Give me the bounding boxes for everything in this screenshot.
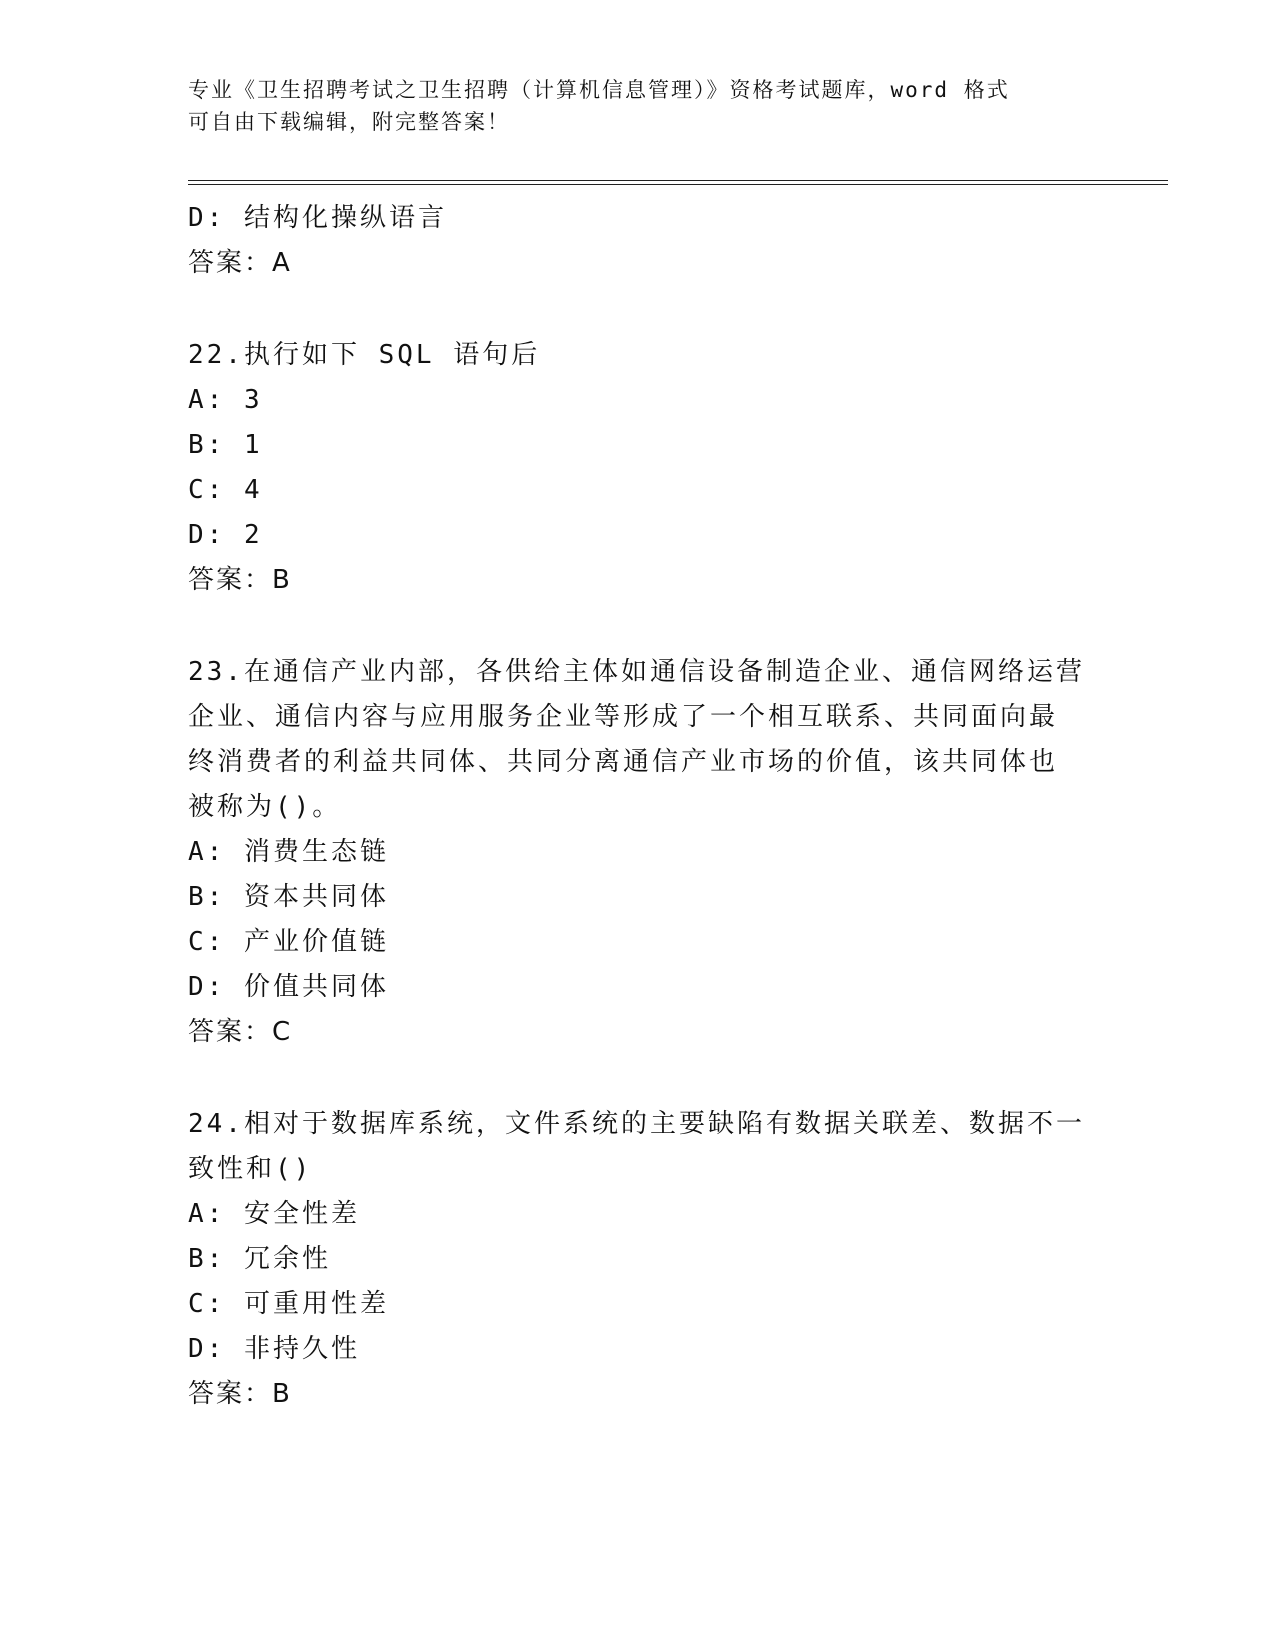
question-stem-line: 24.相对于数据库系统，文件系统的主要缺陷有数据关联差、数据不一	[188, 1109, 1085, 1139]
question-list	[188, 196, 1088, 1417]
question-23	[188, 650, 1088, 1055]
answer-text: 答案：B	[188, 565, 292, 595]
option-b: B: 冗余性	[188, 1244, 331, 1274]
header-line-1: 专业《卫生招聘考试之卫生招聘（计算机信息管理）》资格考试题库，word 格式	[188, 78, 1010, 102]
option-b: B: 资本共同体	[188, 882, 389, 912]
option-a: A: 安全性差	[188, 1199, 360, 1229]
answer-text: 答案：B	[188, 1379, 292, 1409]
question-stem	[188, 650, 1085, 830]
option-d: D: 非持久性	[188, 1334, 360, 1364]
answer-text: 答案：C	[188, 1017, 293, 1047]
question-24	[188, 1102, 1088, 1417]
option-d: D: 结构化操纵语言	[188, 203, 447, 233]
question-stem	[188, 1102, 1085, 1192]
question-22	[188, 333, 1088, 603]
option-a: A: 消费生态链	[188, 837, 389, 867]
header-line-2: 可自由下载编辑，附完整答案！	[188, 110, 510, 134]
document-header	[188, 74, 1088, 138]
header-divider-top	[188, 180, 1168, 181]
option-c: C: 可重用性差	[188, 1289, 389, 1319]
option-c: C: 4	[188, 475, 263, 505]
option-c: C: 产业价值链	[188, 927, 389, 957]
option-a: A: 3	[188, 385, 263, 415]
option-d: D: 2	[188, 520, 263, 550]
option-b: B: 1	[188, 430, 263, 460]
question-stem-line: 企业、通信内容与应用服务企业等形成了一个相互联系、共同面向最	[188, 702, 1059, 732]
question-stem-line: 终消费者的利益共同体、共同分离通信产业市场的价值，该共同体也	[188, 747, 1059, 777]
question-stem-line: 被称为()。	[188, 792, 342, 822]
option-d: D: 价值共同体	[188, 972, 389, 1002]
question-stem-line: 23.在通信产业内部，各供给主体如通信设备制造企业、通信网络运营	[188, 657, 1085, 687]
question-stem-line: 致性和()	[188, 1154, 313, 1184]
header-divider-bottom	[188, 184, 1168, 185]
question-stem: 22.执行如下 SQL 语句后	[188, 340, 541, 370]
answer-text: 答案：A	[188, 248, 292, 278]
